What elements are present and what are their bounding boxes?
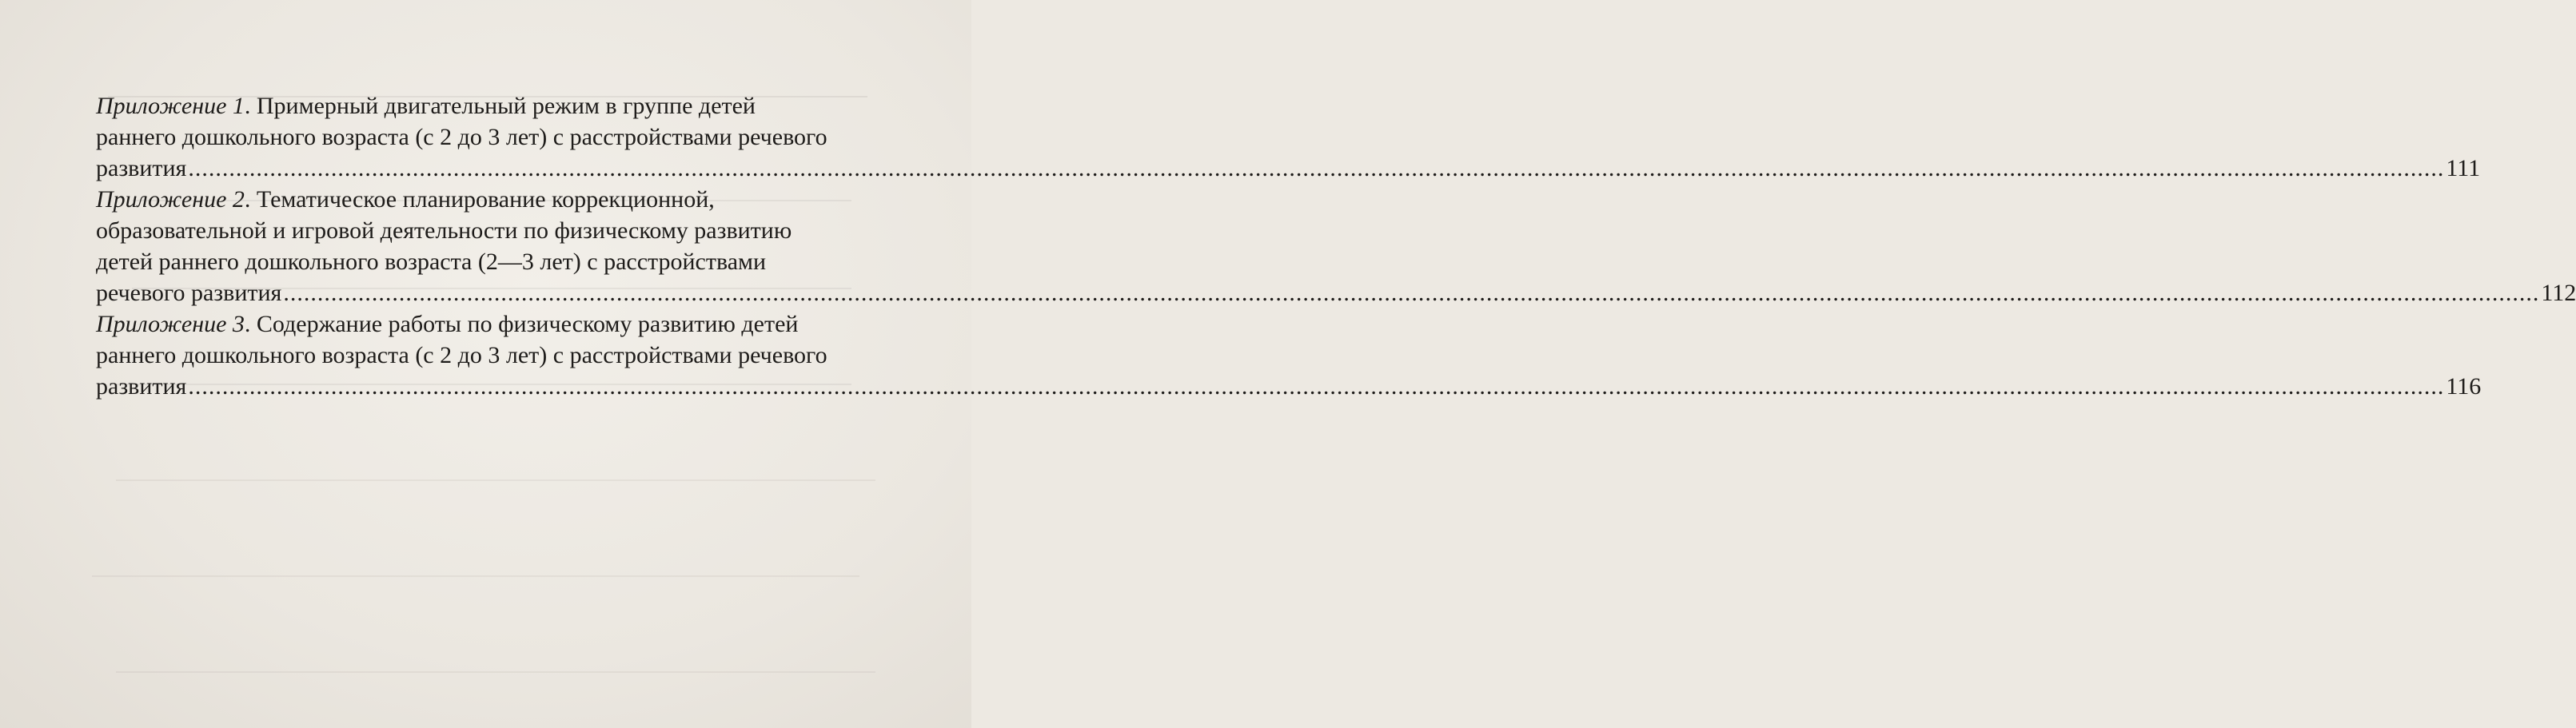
page-number: 111 <box>2446 155 2481 181</box>
table-of-contents <box>96 90 2576 402</box>
toc-entry-appendix-3 <box>96 308 2482 402</box>
entry-title-line: Примерный двигательный режим в группе детей <box>256 93 756 119</box>
appendix-label: Приложение 2 <box>96 186 245 213</box>
label-separator: . <box>244 93 257 119</box>
toc-entry-appendix-1 <box>96 90 2481 184</box>
toc-entry-line <box>96 184 911 215</box>
appendix-label: Приложение 3 <box>96 311 245 337</box>
dot-leader: ............................................................................................................................................................................................................................................................................................................................................ <box>188 155 2445 181</box>
page-number: 116 <box>2446 373 2482 400</box>
entry-title-line: раннего дошкольного возраста (с 2 до 3 лет) с расстройствами речевого <box>96 124 827 150</box>
entry-title-line: образовательной и игровой деятельности по физическому развитию <box>96 217 792 244</box>
toc-leader-line <box>96 371 2482 402</box>
entry-title-line: Содержание работы по физическому развитию детей <box>256 311 799 337</box>
dot-leader: ............................................................................................................................................................................................................................................................................................................................................ <box>188 373 2445 400</box>
toc-entry-appendix-2 <box>96 184 2576 308</box>
toc-leader-line <box>96 277 2576 308</box>
toc-entry-line <box>96 308 911 340</box>
appendix-label: Приложение 1 <box>96 93 245 119</box>
entry-title-line: развития <box>96 373 187 400</box>
label-separator: . <box>244 311 257 337</box>
entry-title-line: раннего дошкольного возраста (с 2 до 3 лет) с расстройствами речевого <box>96 342 827 368</box>
entry-title-line: развития <box>96 155 187 181</box>
page-number: 112 <box>2541 280 2576 306</box>
entry-title-line: речевого развития <box>96 280 282 306</box>
entry-title-line: Тематическое планирование коррекционной, <box>256 186 715 213</box>
toc-entry-line <box>96 90 911 121</box>
label-separator: . <box>244 186 257 213</box>
dot-leader: ............................................................................................................................................................................................................................................................................................................................................ <box>283 280 2540 306</box>
toc-leader-line <box>96 153 2481 184</box>
entry-title-line: детей раннего дошкольного возраста (2—3 лет) с расстройствами <box>96 249 767 275</box>
